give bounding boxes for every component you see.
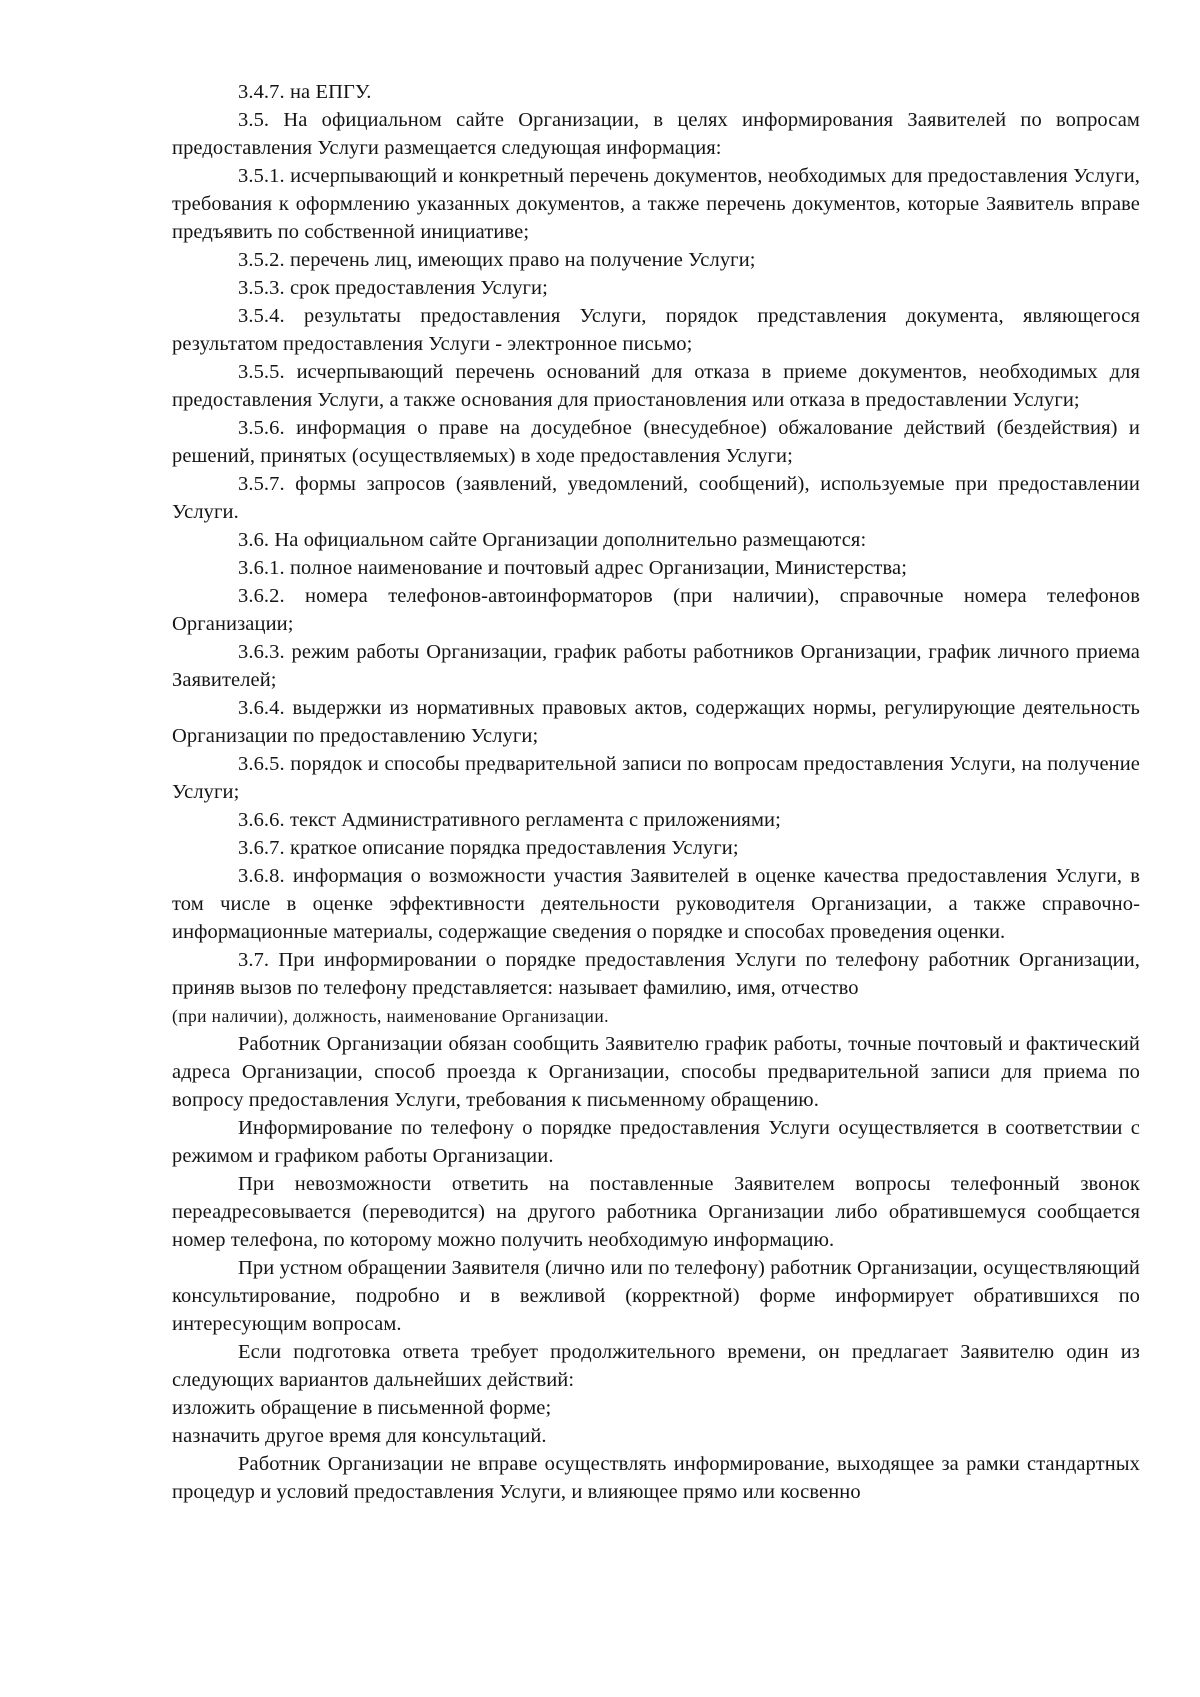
paragraph-3-5-5: 3.5.5. исчерпывающий перечень оснований для отказа в приеме документов, необходимых для предоставления Услуги, а также основания для приостановления или отказа в предоставлении Услуги; xyxy=(172,361,1140,411)
paragraph-3-6-4: 3.6.4. выдержки из нормативных правовых актов, содержащих нормы, регулирующие деятельность Организации по предоставлению Услуги; xyxy=(172,697,1140,747)
paragraph-3-5-1: 3.5.1. исчерпывающий и конкретный перечень документов, необходимых для предоставления Услуги, требования к оформлению указанных документов, а также перечень документов, которые Заявитель вправе предъявить по собственной инициативе; xyxy=(172,165,1140,243)
paragraph-3-5-2: 3.5.2. перечень лиц, имеющих право на получение Услуги; xyxy=(238,249,756,271)
paragraph-3-6-2: 3.6.2. номера телефонов-автоинформаторов (при наличии), справочные номера телефонов Организации; xyxy=(172,585,1140,635)
paragraph-3-5-3: 3.5.3. срок предоставления Услуги; xyxy=(238,277,548,299)
paragraph-not-allowed: Работник Организации не вправе осуществлять информирование, выходящее за рамки стандартных процедур и условий предоставления Услуги, и влияющее прямо или косвенно xyxy=(172,1453,1140,1503)
paragraph-worker-duties: Работник Организации обязан сообщить Заявителю график работы, точные почтовый и фактический адреса Организации, способ проезда к Организации, способы предварительной записи для приема по вопросу предоставления Услуги, требования к письменному обращению. xyxy=(172,1033,1140,1111)
paragraph-3-6: 3.6. На официальном сайте Организации дополнительно размещаются: xyxy=(238,529,867,551)
paragraph-3-7-note: (при наличии), должность, наименование Организации. xyxy=(172,1006,609,1026)
paragraph-3-6-7: 3.6.7. краткое описание порядка предоставления Услуги; xyxy=(238,837,739,859)
paragraph-3-6-3: 3.6.3. режим работы Организации, график работы работников Организации, график личного приема Заявителей; xyxy=(172,641,1140,691)
paragraph-phone-informing: Информирование по телефону о порядке предоставления Услуги осуществляется в соответствии с режимом и графиком работы Организации. xyxy=(172,1117,1140,1167)
paragraph-call-redirect: При невозможности ответить на поставленные Заявителем вопросы телефонный звонок переадресовывается (переводится) на другого работника Организации либо обратившемуся сообщается номер телефона, по которому можно получить необходимую информацию. xyxy=(172,1173,1140,1251)
paragraph-3-6-1: 3.6.1. полное наименование и почтовый адрес Организации, Министерства; xyxy=(238,557,907,579)
paragraph-3-5-7: 3.5.7. формы запросов (заявлений, уведомлений, сообщений), используемые при предоставлении Услуги. xyxy=(172,473,1140,523)
paragraph-3-6-8: 3.6.8. информация о возможности участия Заявителей в оценке качества предоставления Услуги, в том числе в оценке эффективности деятельности руководителя Организации, а также справочно-информационные материалы, содержащие сведения о порядке и способах проведения оценки. xyxy=(172,865,1140,943)
paragraph-option-reschedule: назначить другое время для консультаций. xyxy=(172,1425,547,1447)
document-body xyxy=(172,78,1140,1506)
paragraph-oral-request: При устном обращении Заявителя (лично или по телефону) работник Организации, осуществляющий консультирование, подробно и в вежливой (корректной) форме информирует обратившихся по интересующим вопросам. xyxy=(172,1257,1140,1335)
paragraph-3-5-4: 3.5.4. результаты предоставления Услуги, порядок представления документа, являющегося результатом предоставления Услуги - электронное письмо; xyxy=(172,305,1140,355)
paragraph-3-6-5: 3.6.5. порядок и способы предварительной записи по вопросам предоставления Услуги, на получение Услуги; xyxy=(172,753,1140,803)
paragraph-3-7: 3.7. При информировании о порядке предоставления Услуги по телефону работник Организации, приняв вызов по телефону представляется: называет фамилию, имя, отчество xyxy=(172,949,1140,999)
paragraph-option-written: изложить обращение в письменной форме; xyxy=(172,1397,552,1419)
paragraph-3-4-7: 3.4.7. на ЕПГУ. xyxy=(238,81,372,103)
paragraph-long-preparation: Если подготовка ответа требует продолжительного времени, он предлагает Заявителю один из следующих вариантов дальнейших действий: xyxy=(172,1341,1140,1391)
paragraph-3-5-6: 3.5.6. информация о праве на досудебное (внесудебное) обжалование действий (бездействия) и решений, принятых (осуществляемых) в ходе предоставления Услуги; xyxy=(172,417,1140,467)
paragraph-3-5: 3.5. На официальном сайте Организации, в целях информирования Заявителей по вопросам предоставления Услуги размещается следующая информация: xyxy=(172,109,1140,159)
paragraph-3-6-6: 3.6.6. текст Административного регламента с приложениями; xyxy=(238,809,781,831)
